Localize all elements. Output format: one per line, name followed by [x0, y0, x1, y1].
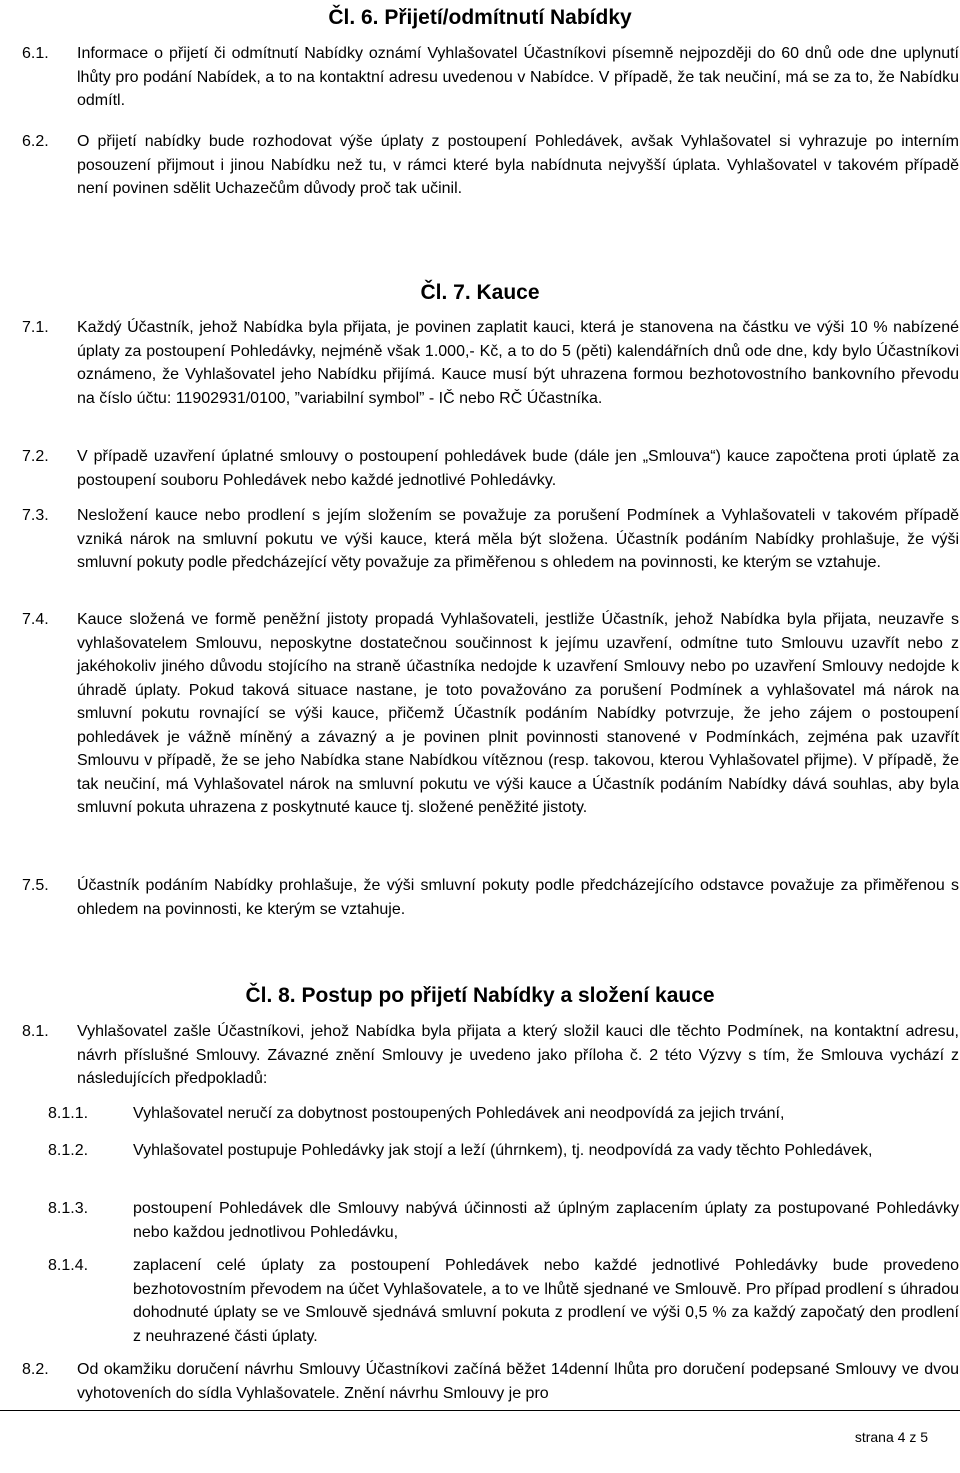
paragraph-number: 8.1.3. [48, 1200, 89, 1217]
footer-divider [0, 1410, 960, 1411]
paragraph-number: 7.3. [22, 507, 49, 524]
paragraph-text: O přijetí nabídky bude rozhodovat výše úplaty z postoupení Pohledávek, avšak Vyhlašovatel si vyhrazuje po interním posouzení přijmout i jinou Nabídku než tu, v rámci které byla nabídnuta nejvyšší úplata. Vyhlašovatel v takovém případě není povinen sdělit Uchazečům důvody proč tak učinil. [77, 133, 959, 197]
paragraph-text: Každý Účastník, jehož Nabídka byla přijata, je povinen zaplatit kauci, která je stanovena na částku ve výši 10 % nabízené úplaty za postoupení Pohledávky, nejméně však 1.000,- Kč, a to do 5 (pěti) kalendářních dnů ode dne, kdy bylo Účastníkovi oznámeno, že Vyhlašovatel jeho Nabídku přijímá. Kauce musí být uhrazena formou bezhotovostního bankovního převodu na číslo účtu: 11902931/0100, ”variabilní symbol” - IČ nebo RČ Účastníka. [77, 319, 959, 407]
paragraph-number: 8.2. [22, 1361, 49, 1378]
paragraph-text: zaplacení celé úplaty za postoupení Pohledávek nebo každé jednotlivé Pohledávky bude provedeno bezhotovostním převodem na účet Vyhlašovatele, a to ve lhůtě sjednané ve Smlouvě. Pro případ prodlení s úhradou dohodnuté úplaty se ve Smlouvě sjednává smluvní pokuta z prodlení ve výši 0,5 % za každý započatý den prodlení z neuhrazené části úplaty. [133, 1257, 959, 1345]
section-heading-6: Čl. 6. Přijetí/odmítnutí Nabídky [328, 6, 632, 29]
paragraph-number: 7.2. [22, 448, 49, 465]
paragraph-text: Účastník podáním Nabídky prohlašuje, že výši smluvní pokuty podle předcházejícího odstavce považuje za přiměřenou s ohledem na povinnosti, ke kterým se vztahuje. [77, 877, 959, 918]
paragraph-number: 6.1. [22, 45, 49, 62]
paragraph-number: 8.1.2. [48, 1142, 89, 1159]
paragraph-number: 8.1.4. [48, 1257, 89, 1274]
paragraph-text: Informace o přijetí či odmítnutí Nabídky oznámí Vyhlašovatel Účastníkovi písemně nejpozději do 60 dnů ode dne uplynutí lhůty pro podání Nabídek, a to na kontaktní adresu uvedenou v Nabídce. V případě, že tak neučiní, má se za to, že Nabídku odmítl. [77, 45, 959, 109]
paragraph-number: 7.1. [22, 319, 49, 336]
paragraph-text: Kauce složená ve formě peněžní jistoty propadá Vyhlašovateli, jestliže Účastník, jehož Nabídka byla přijata, neuzavře s vyhlašovatelem Smlouvu, neposkytne dostatečnou součinnost k jejímu uzavření, odmítne tuto Smlouvu uzavřít nebo z jakéhokoliv jiného důvodu stojícího na straně účastníka nedojde k uzavření Smlouvy nebo po uzavření Smlouvy nedojde k úhradě úplaty. Pokud taková situace nastane, je toto považováno za porušení Podmínek a vyhlašovatel má nárok na smluvní pokutu rovnající se výši kauce, přičemž Účastník podáním Nabídky potvrzuje, že jeho zájem o postoupení pohledávek je vážně míněný a závazný a je povinen plnit povinnosti stanovené v Podmínkách, zejména pak uzavřít Smlouvu v případě, že se jeho Nabídka stane Nabídkou vítěznou (resp. takovou, kterou Vyhlašovatel přijme). V případě, že tak neučiní, má Vyhlašovatel nárok na smluvní pokutu ve výši kauce a Účastník podáním Nabídky dává souhlas, aby byla smluvní pokuta uhrazena z poskytnuté kauce tj. složené peněžité jistoty. [77, 611, 959, 816]
section-heading-7: Čl. 7. Kauce [420, 281, 540, 304]
paragraph-number: 8.1. [22, 1023, 49, 1040]
paragraph-text: postoupení Pohledávek dle Smlouvy nabývá účinnosti až úplným zaplacením úplaty za postupované Pohledávky nebo každou jednotlivou Pohledávku, [133, 1200, 959, 1241]
paragraph-number: 7.4. [22, 611, 49, 628]
paragraph-text: Vyhlašovatel neručí za dobytnost postoupených Pohledávek ani neodpovídá za jejich trvání, [133, 1105, 785, 1122]
page-number: strana 4 z 5 [854, 1429, 928, 1445]
paragraph-number: 7.5. [22, 877, 49, 894]
section-heading-8: Čl. 8. Postup po přijetí Nabídky a složení kauce [245, 984, 715, 1007]
paragraph-text: Nesložení kauce nebo prodlení s jejím složením se považuje za porušení Podmínek a Vyhlašovateli v takovém případě vzniká nárok na smluvní pokutu ve výši kauce, která měla být složena. Účastník podáním Nabídky prohlašuje, že výši smluvní pokuty podle předcházející věty považuje za přiměřenou s ohledem na povinnosti, ke kterým se vztahuje. [77, 507, 959, 571]
paragraph-text: Od okamžiku doručení návrhu Smlouvy Účastníkovi začíná běžet 14denní lhůta pro doručení podepsané Smlouvy ve dvou vyhotoveních do sídla Vyhlašovatele. Znění návrhu Smlouvy je pro [77, 1361, 959, 1402]
paragraph-number: 8.1.1. [48, 1105, 89, 1122]
paragraph-number: 6.2. [22, 133, 49, 150]
paragraph-text: Vyhlašovatel zašle Účastníkovi, jehož Nabídka byla přijata a který složil kauci dle těchto Podmínek, na kontaktní adresu, návrh příslušné Smlouvy. Závazné znění Smlouvy je uvedeno jako příloha č. 2 této Výzvy s tím, že Smlouva vychází z následujících předpokladů: [77, 1023, 959, 1087]
paragraph-text: Vyhlašovatel postupuje Pohledávky jak stojí a leží (úhrnkem), tj. neodpovídá za vady těchto Pohledávek, [133, 1142, 873, 1159]
paragraph-text: V případě uzavření úplatné smlouvy o postoupení pohledávek bude (dále jen „Smlouva“) kauce započtena proti úplatě za postoupení souboru Pohledávek nebo každé jednotlivé Pohledávky. [77, 448, 959, 489]
